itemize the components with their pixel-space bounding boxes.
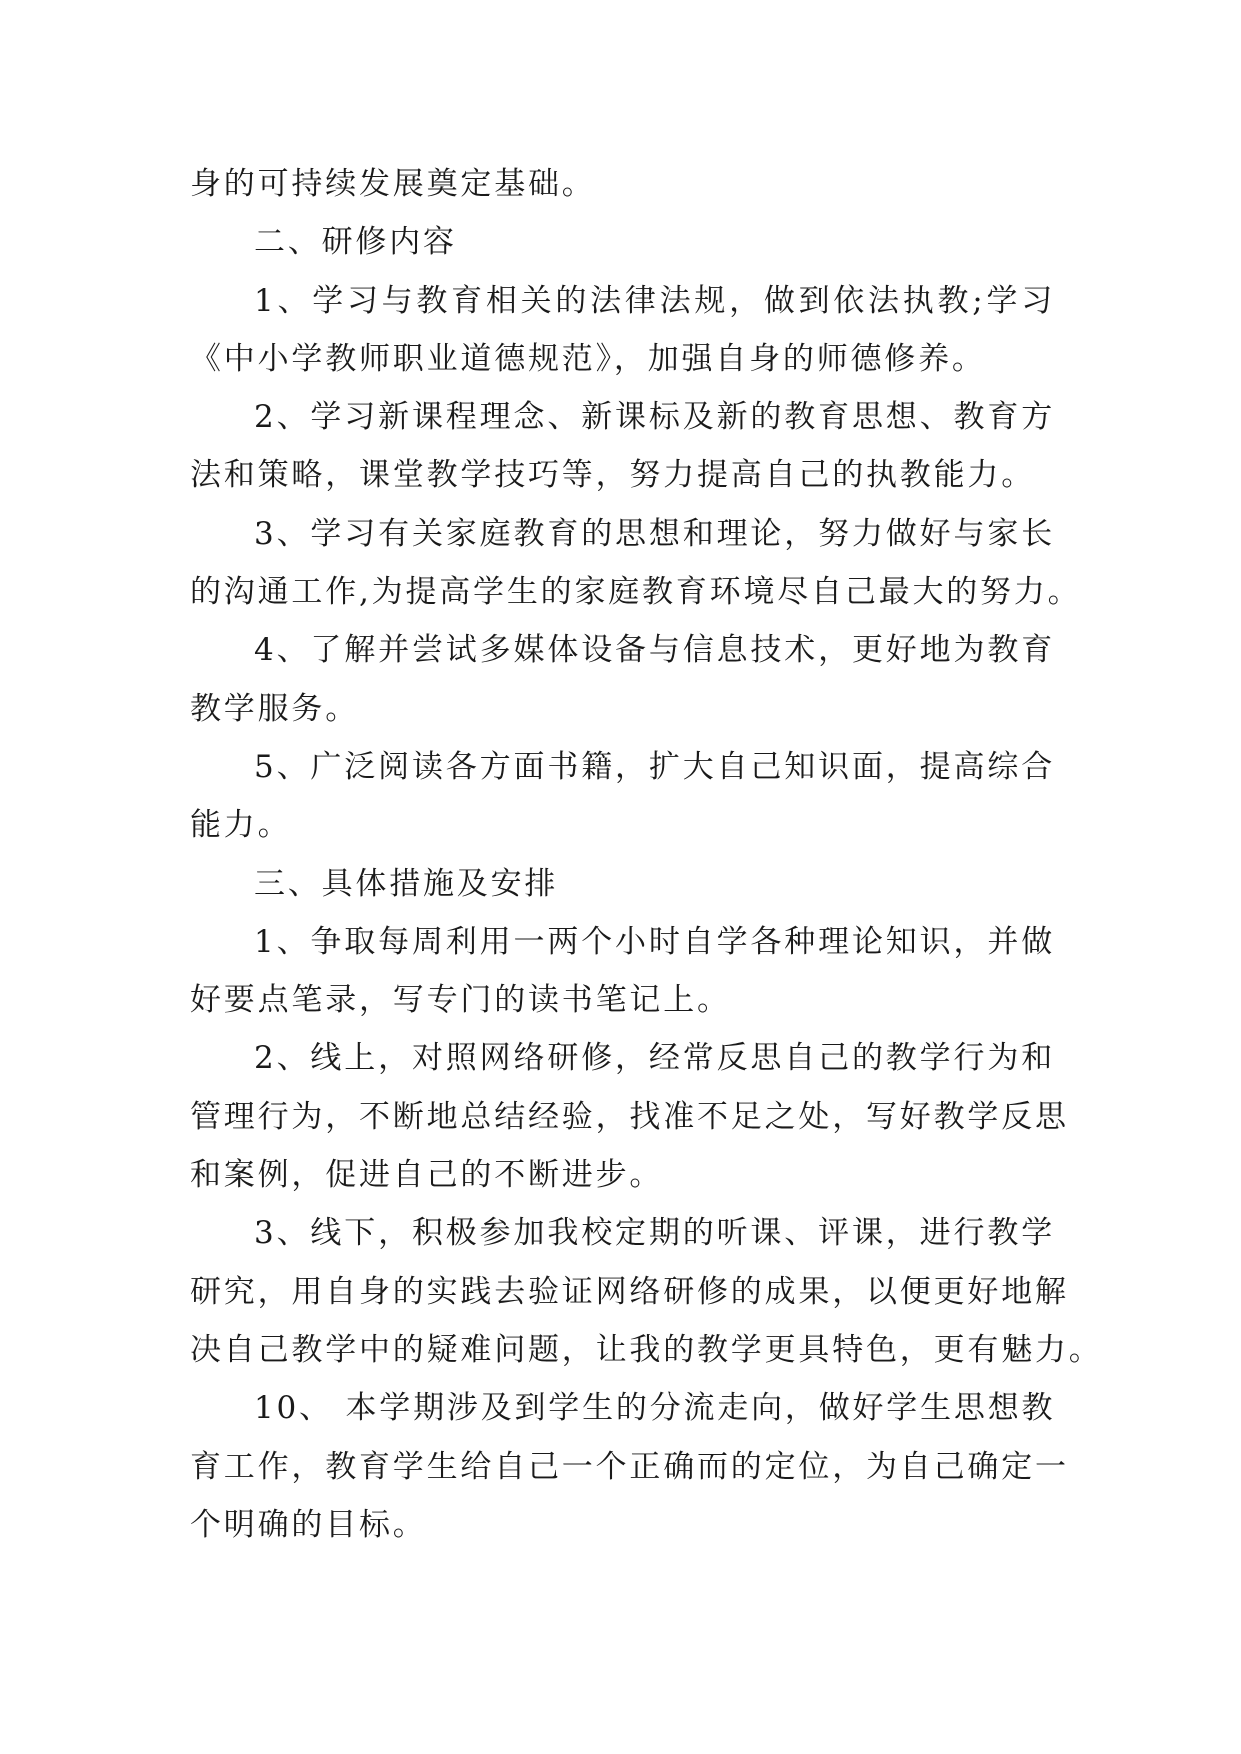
text-line: 10、 本学期涉及到学生的分流走向，做好学生思想教: [254, 1390, 1056, 1427]
text-line: 3、学习有关家庭教育的思想和理论，努力做好与家长: [254, 515, 1055, 552]
text-line: 决自己教学中的疑难问题，让我的教学更具特色，更有魅力。: [190, 1331, 1103, 1368]
text-line: 个明确的目标。: [190, 1506, 427, 1543]
text-line: 1、学习与教育相关的法律法规，做到依法执教;学习: [254, 282, 1055, 319]
text-line: 二、研修内容: [254, 224, 457, 261]
text-line: 的沟通工作,为提高学生的家庭教育环境尽自己最大的努力。: [190, 574, 1082, 611]
text-line: 育工作，教育学生给自己一个正确而的定位，为自己确定一: [190, 1448, 1069, 1485]
text-line: 1、争取每周利用一两个小时自学各种理论知识，并做: [254, 923, 1055, 960]
text-line: 身的可持续发展奠定基础。: [190, 166, 596, 202]
text-line: 2、学习新课程理念、新课标及新的教育思想、教育方: [254, 399, 1055, 436]
text-line: 好要点笔录，写专门的读书笔记上。: [190, 982, 731, 1019]
text-line: 4、了解并尝试多媒体设备与信息技术，更好地为教育: [254, 632, 1055, 669]
text-line: 研究，用自身的实践去验证网络研修的成果，以便更好地解: [190, 1273, 1069, 1310]
text-line: 2、线上，对照网络研修，经常反思自己的教学行为和: [254, 1040, 1055, 1077]
text-line: 和案例，促进自己的不断进步。: [190, 1157, 664, 1194]
text-line: 5、广泛阅读各方面书籍，扩大自己知识面，提高综合: [254, 748, 1055, 785]
text-line: 能力。: [190, 807, 292, 844]
text-line: 《中小学教师职业道德规范》，加强自身的师德修养。: [190, 340, 986, 377]
text-line: 教学服务。: [190, 690, 359, 727]
text-line: 三、具体措施及安排: [254, 865, 559, 902]
document-body: [190, 155, 1103, 1554]
text-line: 3、线下，积极参加我校定期的听课、评课，进行教学: [254, 1215, 1055, 1252]
text-line: 法和策略，课堂教学技巧等，努力提高自己的执教能力。: [190, 457, 1035, 494]
text-line: 管理行为，不断地总结经验，找准不足之处，写好教学反思: [190, 1098, 1069, 1135]
